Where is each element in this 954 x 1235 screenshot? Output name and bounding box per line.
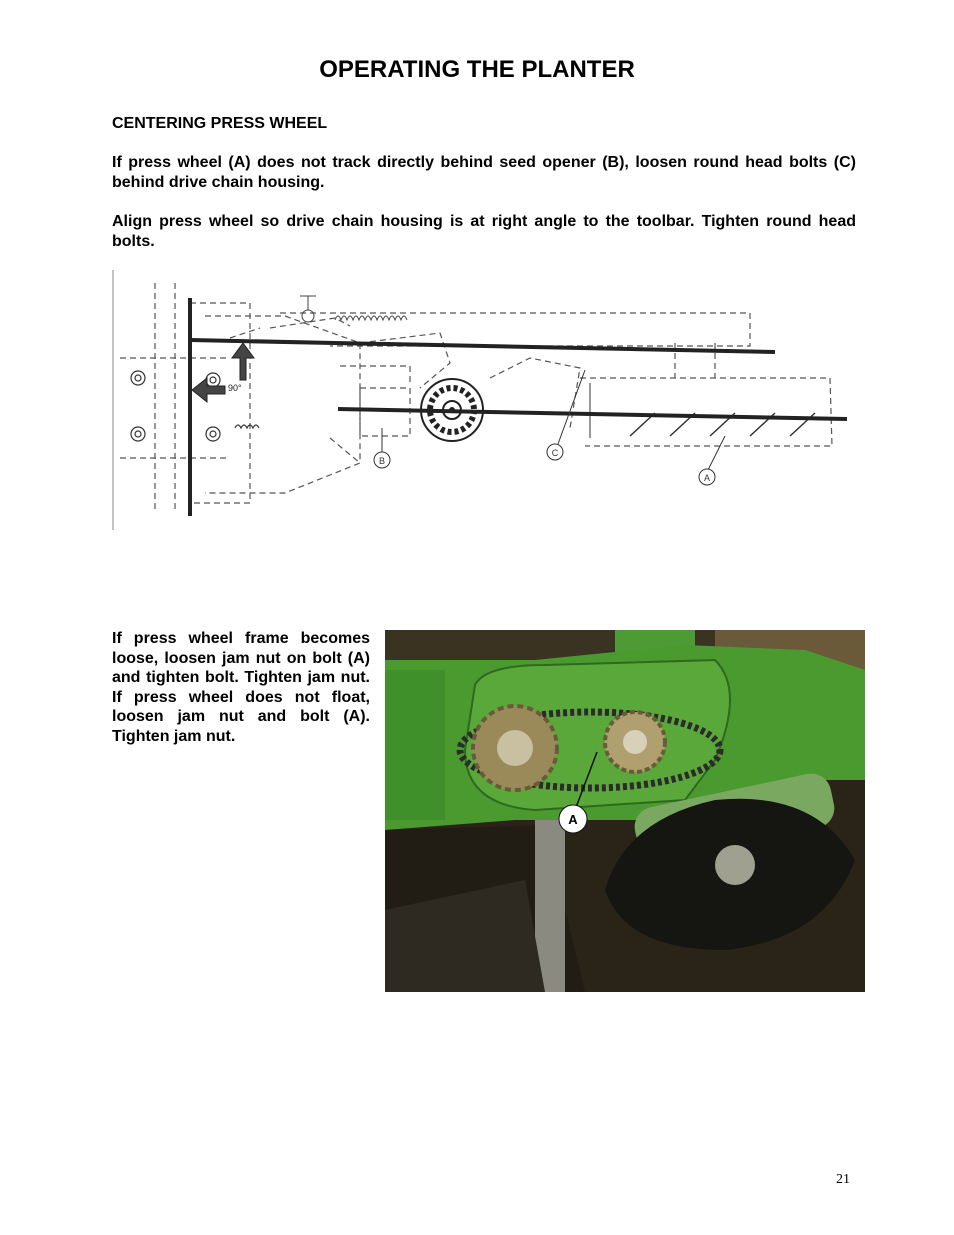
angle-label: 90° [228, 383, 242, 393]
paragraph-centering-1: If press wheel (A) does not track directly behind seed opener (B), loosen round head bolts (C) behind drive chain housing. [112, 154, 856, 191]
right-angle-arrows [192, 343, 254, 402]
callout-a-label: A [703, 473, 711, 483]
paragraph-jam-nut: If press wheel frame becomes loose, loosen jam nut on bolt (A) and tighten bolt. Tighten jam nut. If press wheel does not float, loosen jam nut and bolt (A). Tighten jam nut. [112, 630, 370, 745]
paragraph-centering-2: Align press wheel so drive chain housing is at right angle to the toolbar. Tighten round head bolts. [112, 213, 856, 250]
photo-callout-a-label: A [568, 812, 578, 827]
callout-b-label: B [378, 456, 386, 466]
page-number: 21 [836, 1172, 850, 1187]
page-title: OPERATING THE PLANTER [319, 56, 635, 83]
drive-chain-photo [385, 630, 865, 992]
callout-c-label: C [551, 448, 559, 458]
press-wheel-alignment-diagram [110, 268, 862, 534]
section-heading: CENTERING PRESS WHEEL [112, 115, 328, 132]
